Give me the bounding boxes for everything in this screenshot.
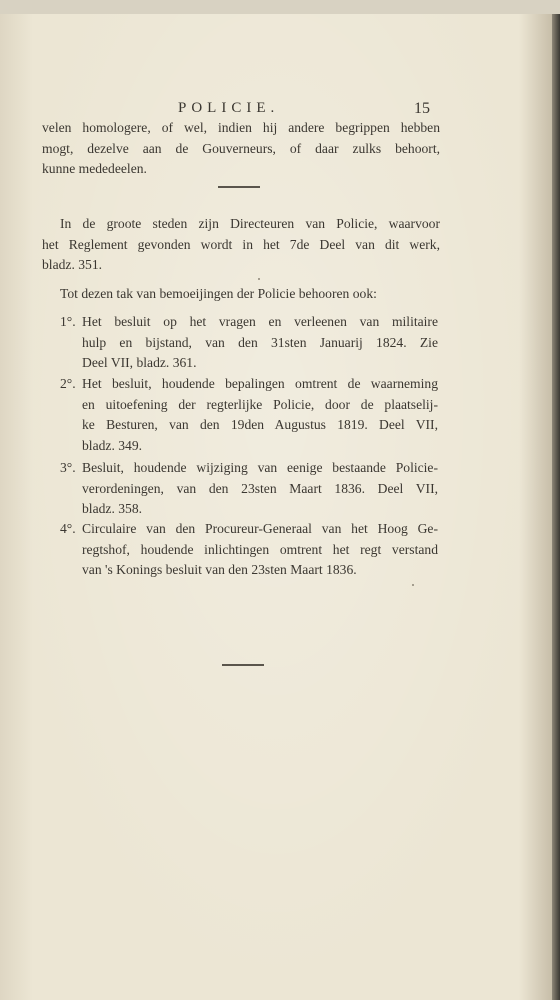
text-line: Deel VII, bladz. 361. bbox=[82, 355, 197, 370]
page-edge bbox=[552, 14, 560, 1000]
page-number: 15 bbox=[414, 100, 430, 117]
section-divider bbox=[218, 186, 260, 188]
item-number: 1°. bbox=[60, 314, 76, 329]
text-line: hulp en bijstand, van den 31sten Januarij 1824. Zie bbox=[82, 334, 438, 350]
list-item bbox=[42, 374, 442, 458]
text-line: bladz. 351. bbox=[42, 257, 103, 272]
item-number: 4°. bbox=[60, 521, 76, 536]
list-item bbox=[42, 312, 442, 374]
running-title: POLICIE. bbox=[178, 100, 280, 116]
text-line: In de groote steden zijn Directeuren van Policie, waarvoor bbox=[60, 216, 440, 231]
paragraph-intro-list bbox=[42, 284, 440, 305]
text-line: kunne mededeelen. bbox=[42, 161, 147, 176]
text-line: en uitoefening der regterlijke Policie, door de plaatselij- bbox=[82, 396, 438, 412]
item-number: 2°. bbox=[60, 376, 76, 391]
text-line: Tot dezen tak van bemoeijingen der Policie behooren ook: bbox=[60, 286, 377, 301]
text-line: regtshof, houdende inlichtingen omtrent het regt verstand bbox=[82, 541, 438, 557]
paragraph-continuation bbox=[42, 118, 440, 180]
list-item bbox=[42, 458, 442, 520]
text-line: Besluit, houdende wijziging van eenige bestaande Policie- bbox=[82, 460, 438, 475]
text-line: mogt, dezelve aan de Gouverneurs, of daar zulks behoort, bbox=[42, 140, 440, 156]
end-divider bbox=[222, 664, 264, 666]
paragraph-directeuren bbox=[42, 214, 440, 276]
text-line: Het besluit op het vragen en verleenen van militaire bbox=[82, 314, 438, 329]
text-line: verordeningen, van den 23sten Maart 1836. Deel VII, bbox=[82, 480, 438, 496]
book-page bbox=[0, 14, 552, 1000]
text-line: van 's Konings besluit van den 23sten Maart 1836. bbox=[82, 562, 357, 577]
paper-speck bbox=[258, 278, 260, 280]
page-top-edge bbox=[0, 0, 560, 14]
list-item bbox=[42, 519, 442, 581]
item-number: 3°. bbox=[60, 460, 76, 475]
text-line: ke Besturen, van den 19den Augustus 1819. Deel VII, bbox=[82, 417, 438, 432]
text-line: het Reglement gevonden wordt in het 7de Deel van dit werk, bbox=[42, 236, 440, 252]
text-line: Circulaire van den Procureur-Generaal van het Hoog Ge- bbox=[82, 521, 438, 536]
text-line: velen homologere, of wel, indien hij andere begrippen hebben bbox=[42, 120, 440, 135]
paper-speck bbox=[412, 584, 414, 586]
text-line: bladz. 358. bbox=[82, 501, 143, 516]
text-line: bladz. 349. bbox=[82, 437, 143, 453]
text-line: Het besluit, houdende bepalingen omtrent de waarneming bbox=[82, 376, 438, 391]
